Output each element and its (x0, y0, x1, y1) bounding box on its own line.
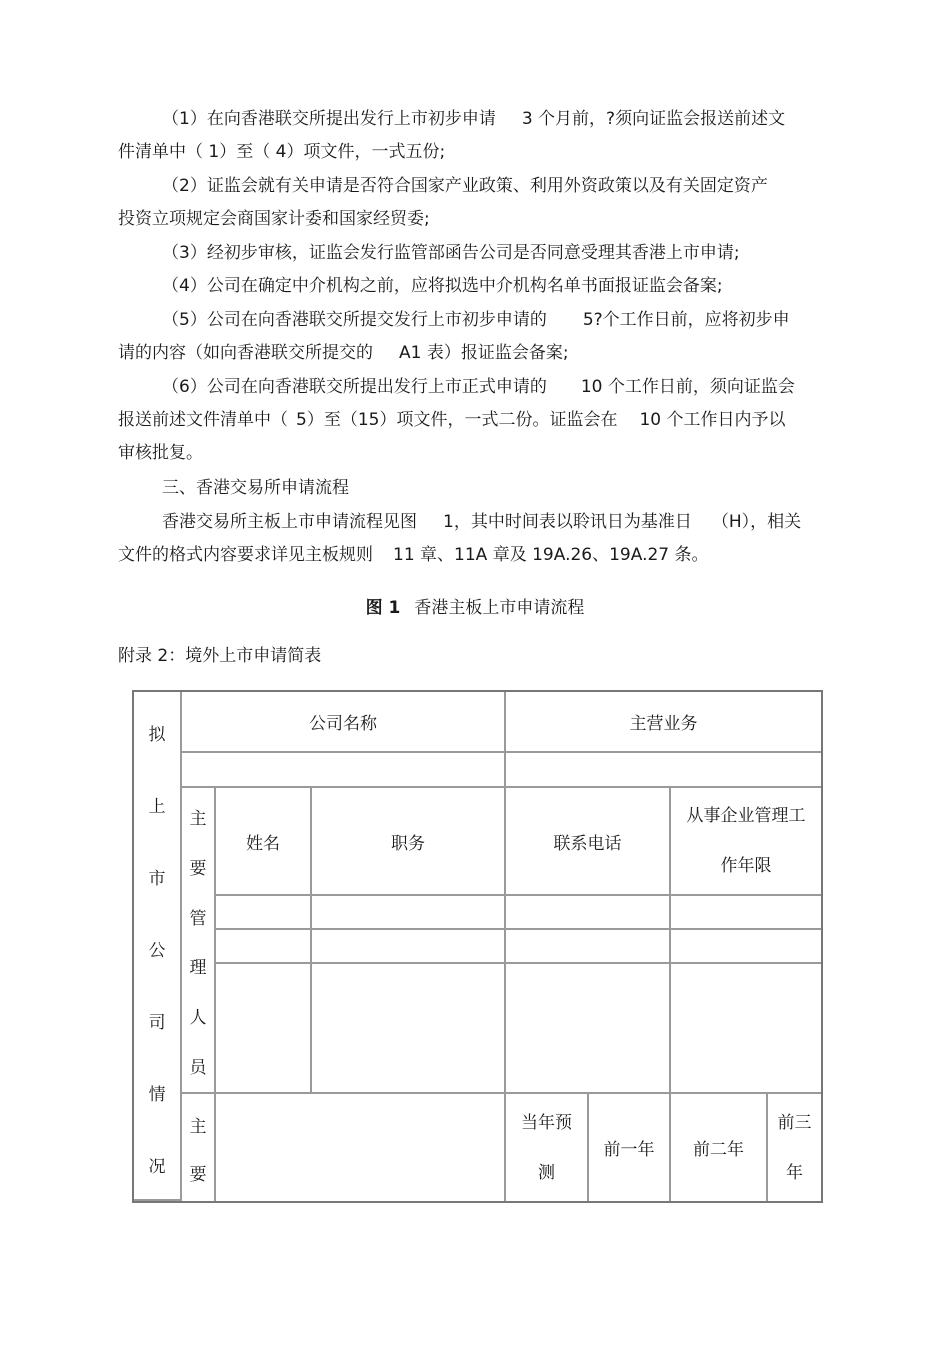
paragraph-1 (118, 103, 830, 169)
finance-prev2-header: 前二年 (671, 1094, 768, 1201)
company-name-header: 公司名称 (182, 692, 506, 753)
mgmt-label-char-3: 管 (189, 908, 207, 929)
mgmt-row-2-name[interactable] (216, 930, 312, 964)
paragraph-5 (118, 304, 830, 370)
mgmt-label-char-5: 人 (189, 1008, 207, 1029)
mgmt-row-3-name[interactable] (216, 964, 312, 1094)
mgmt-row-2-position[interactable] (312, 930, 506, 964)
mgmt-row-3-phone[interactable] (506, 964, 671, 1094)
p6-line3: 审核批复。 (118, 443, 203, 463)
mgmt-name-header: 姓名 (216, 788, 312, 896)
finance-current-line2: 测 (538, 1162, 555, 1183)
p5-line1-part1: （5）公司在向香港联交所提交发行上市初步申请的 (162, 310, 547, 330)
mgmt-experience-header (671, 788, 821, 896)
mgmt-row-1-phone[interactable] (506, 896, 671, 930)
company-name-value[interactable] (182, 753, 506, 788)
mgmt-row-1-position[interactable] (312, 896, 506, 930)
application-form-table (132, 690, 823, 1203)
section-heading: 三、香港交易所申请流程 (162, 478, 349, 498)
finance-side-label (182, 1094, 216, 1201)
mgmt-position-header: 职务 (312, 788, 506, 896)
figure-label: 图 1 (365, 598, 401, 618)
p4-line1: （4）公司在确定中介机构之前，应将拟选中介机构名单书面报证监会备案; (162, 276, 723, 296)
p1-line2: 件清单中（ 1）至（ 4）项文件，一式五份; (118, 142, 446, 162)
p7-line2-part1: 文件的格式内容要求详见主板规则 (118, 545, 373, 565)
p2-line2: 投资立项规定会商国家计委和国家经贸委; (118, 209, 430, 229)
paragraph-7 (118, 506, 830, 572)
side-label-char-1: 拟 (148, 725, 166, 745)
mgmt-label-char-2: 要 (189, 858, 207, 879)
side-label-char-3: 市 (148, 869, 166, 889)
side-label-char-6: 情 (148, 1085, 166, 1105)
mgmt-phone-header: 联系电话 (506, 788, 671, 896)
mgmt-label-char-4: 理 (189, 958, 207, 979)
mgmt-row-2-phone[interactable] (506, 930, 671, 964)
p7-line1-part3: （H），相关 (711, 512, 802, 532)
p6-line2-part2: 5）至（15）项文件，一式二份。证监会在 (296, 410, 618, 430)
p5-line2-part2: A1 表）报证监会备案; (399, 343, 569, 363)
p7-line1-part2: 1，其中时间表以聆讯日为基准日 (443, 512, 692, 532)
mgmt-row-1-experience[interactable] (671, 896, 821, 930)
management-side-label (182, 788, 216, 1094)
finance-item-cell[interactable] (216, 1094, 506, 1201)
p2-line1: （2）证监会就有关申请是否符合国家产业政策、利用外资政策以及有关固定资产 (162, 176, 768, 196)
side-label-char-5: 司 (148, 1013, 166, 1033)
finance-prev3-line1: 前三 (777, 1112, 812, 1133)
p3-line1: （3）经初步审核，证监会发行监管部函告公司是否同意受理其香港上市申请; (162, 243, 740, 263)
p5-line1-part2: 5?个工作日前，应将初步申 (582, 310, 790, 330)
p1-line1-part2: 3 个月前，?须向证监会报送前述文 (521, 109, 786, 129)
paragraph-2 (118, 170, 830, 236)
mgmt-label-char-1: 主 (189, 809, 207, 829)
paragraph-4 (118, 270, 830, 303)
mgmt-label-char-6: 员 (189, 1057, 207, 1078)
mgmt-row-1-name[interactable] (216, 896, 312, 930)
p7-line1-part1: 香港交易所主板上市申请流程见图 (162, 512, 417, 532)
p6-line2-part1: 报送前述文件清单中（ (118, 410, 288, 430)
finance-prev3-line2: 年 (786, 1162, 803, 1183)
figure-caption (0, 595, 950, 621)
p6-line1-part2: 10 个工作日前，须向证监会 (580, 377, 795, 397)
side-label-char-2: 上 (148, 797, 166, 817)
finance-current-year-header (506, 1094, 589, 1201)
mgmt-experience-header-line1: 从事企业管理工 (686, 806, 806, 826)
appendix-title: 附录 2：境外上市申请简表 (118, 646, 322, 666)
main-business-value[interactable] (506, 753, 821, 788)
company-info-side-label (134, 692, 182, 1201)
finance-label-char-2: 要 (189, 1165, 207, 1185)
finance-current-line1: 当年预 (521, 1112, 572, 1133)
paragraph-6 (118, 371, 830, 470)
mgmt-row-3-position[interactable] (312, 964, 506, 1094)
finance-prev1-header: 前一年 (589, 1094, 671, 1201)
mgmt-row-2-experience[interactable] (671, 930, 821, 964)
p6-line1-part1: （6）公司在向香港联交所提出发行上市正式申请的 (162, 377, 547, 397)
figure-title: 香港主板上市申请流程 (414, 598, 585, 618)
mgmt-experience-header-line2: 作年限 (720, 856, 772, 876)
p1-line1-part1: （1）在向香港联交所提出发行上市初步申请 (162, 109, 496, 129)
p6-line2-part3: 10 个工作日内予以 (639, 410, 786, 430)
p7-line2-part2: 11 章、11A 章及 19A.26、19A.27 条。 (393, 545, 709, 565)
p5-line2-part1: 请的内容（如向香港联交所提交的 (118, 343, 373, 363)
main-business-header: 主营业务 (506, 692, 821, 753)
finance-label-char-1: 主 (189, 1117, 207, 1137)
side-label-char-7: 况 (148, 1157, 166, 1177)
paragraph-3 (118, 237, 830, 270)
side-label-char-4: 公 (148, 941, 166, 961)
finance-prev3-header (768, 1094, 821, 1201)
mgmt-row-3-experience[interactable] (671, 964, 821, 1094)
